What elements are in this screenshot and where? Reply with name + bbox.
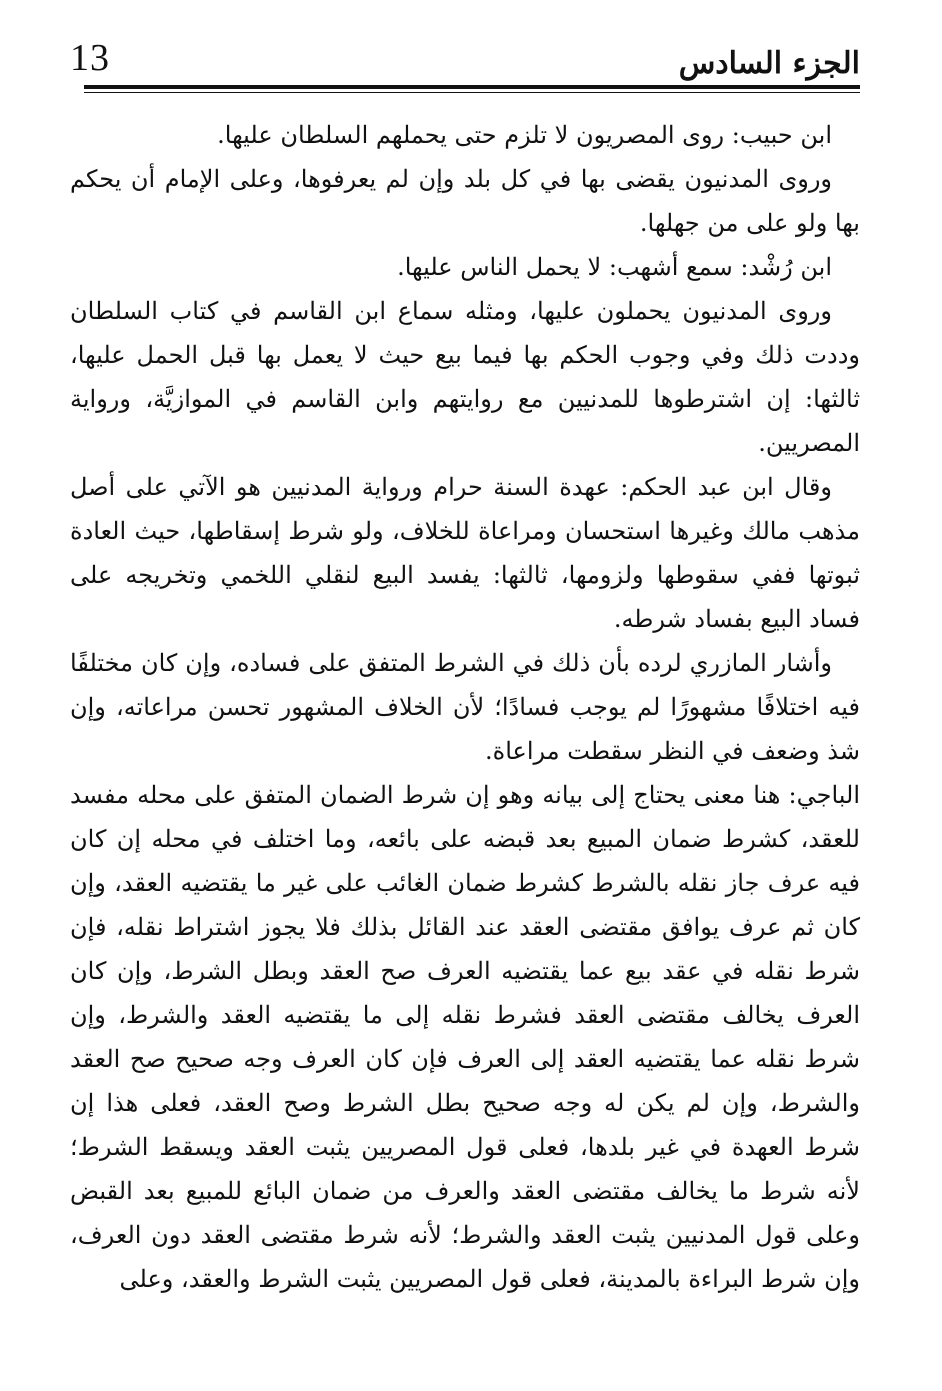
header-rule-thick (84, 85, 860, 89)
header-rule-thin (84, 92, 860, 93)
body-text (70, 113, 860, 1301)
paragraph-1: ابن حبيب: روى المصريون لا تلزم حتى يحملهم السلطان عليها. (217, 121, 832, 149)
paragraph-3: ابن رُشْد: سمع أشهب: لا يحمل الناس عليها. (397, 253, 832, 281)
paragraph-5: وقال ابن عبد الحكم: عهدة السنة حرام ورواية المدنيين هو الآتي على أصل مذهب مالك وغيرها استحسان ومراعاة للخلاف، ولو شرط إسقاطها، حيث العادة ثبوتها ففي سقوطها ولزومها، ثالثها: يفسد البيع لنقلي اللخمي وتخريجه على فساد البيع بفساد شرطه. (70, 473, 860, 633)
paragraph-6: وأشار المازري لرده بأن ذلك في الشرط المتفق على فساده، وإن كان مختلفًا فيه اختلافًا مشهورًا لم يوجب فسادًا؛ لأن الخلاف المشهور تحسن مراعاته، وإن شذ وضعف في النظر سقطت مراعاة. (70, 649, 860, 765)
running-title: الجزء السادس (678, 46, 860, 81)
paragraph-2: وروى المدنيون يقضى بها في كل بلد وإن لم يعرفوها، وعلى الإمام أن يحكم بها ولو على من جهلها. (70, 165, 860, 237)
page-header (70, 30, 860, 90)
page-number: 13 (70, 37, 110, 79)
paragraph-4: وروى المدنيون يحملون عليها، ومثله سماع ابن القاسم في كتاب السلطان وددت ذلك وفي وجوب الحكم بها فيما بيع حيث لا يعمل بها قبل الحمل عليها، ثالثها: إن اشترطوها للمدنيين مع روايتهم وابن القاسم في الموازيَّة، ورواية المصريين. (70, 297, 860, 457)
paragraph-7: الباجي: هنا معنى يحتاج إلى بيانه وهو إن شرط الضمان المتفق على محله مفسد للعقد، كشرط ضمان المبيع بعد قبضه على بائعه، وما اختلف في محله إن كان فيه عرف جاز نقله بالشرط كشرط ضمان الغائب على غير ما يقتضيه العقد، وإن كان ثم عرف يوافق مقتضى العقد عند القائل بذلك فلا يجوز اشتراط نقله، فإن شرط نقله في عقد بيع عما يقتضيه العرف صح العقد وبطل الشرط، وإن كان العرف يخالف مقتضى العقد فشرط نقله إلى ما يقتضيه العقد والشرط، وإن شرط نقله عما يقتضيه العقد إلى العرف فإن كان العرف وجه صحيح صح العقد والشرط، وإن لم يكن له وجه صحيح بطل الشرط وصح العقد، فعلى هذا إن شرط العهدة في غير بلدها، فعلى قول المصريين يثبت العقد ويسقط الشرط؛ لأنه شرط ما يخالف مقتضى العقد والعرف من ضمان البائع للمبيع بعد القبض وعلى قول المدنيين يثبت العقد والشرط؛ لأنه شرط مقتضى العقد دون العرف، وإن شرط البراءة بالمدينة، فعلى قول المصريين يثبت الشرط والعقد، وعلى (70, 781, 860, 1293)
